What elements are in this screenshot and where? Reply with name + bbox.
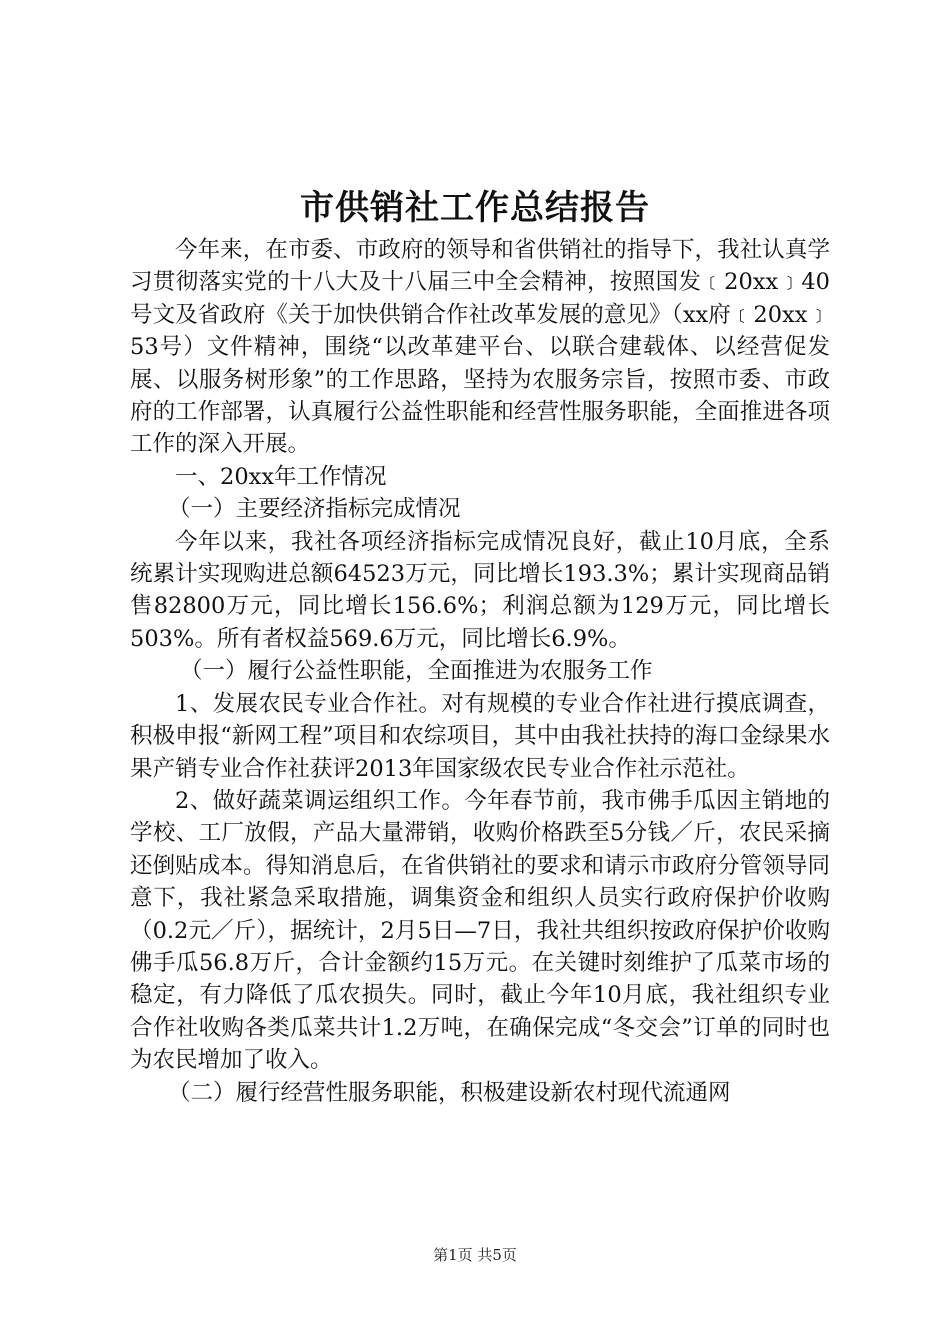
page-footer: 第1页 共5页 (433, 1246, 517, 1264)
subsection-heading: （二）履行经营性服务职能，积极建设新农村现代流通网 (168, 1079, 731, 1106)
subsection-heading: （一）主要经济指标完成情况 (168, 496, 461, 523)
paragraph-indicators: 今年以来，我社各项经济指标完成情况良好，截止10月底，全系统累计实现购进总额64523万元，同比增长193.3%；累计实现商品销售82800万元，同比增长156.6%；利润总额为129万元，同比增长503%。所有者权益569.6万元，同比增长6.9%。 (130, 528, 830, 652)
section-heading: 一、20xx年工作情况 (175, 463, 387, 490)
document-title: 市供销社工作总结报告 (300, 188, 650, 228)
document-body (130, 234, 830, 1109)
paragraph-item-2: 2、做好蔬菜调运组织工作。今年春节前，我市佛手瓜因主销地的学校、工厂放假，产品大量滞销，收购价格跌至5分钱／斤，农民采摘还倒贴成本。得知消息后，在省供销社的要求和请示市政府分管领导同意下，我社紧急采取措施，调集资金和组织人员实行政府保护价收购（0.2元／斤），据统计，2月5日—7日，我社共组织按政府保护价收购佛手瓜56.8万斤，合计金额约15万元。在关键时刻维护了瓜菜市场的稳定，有力降低了瓜农损失。同时，截止今年10月底，我社组织专业合作社收购各类瓜菜共计1.2万吨，在确保完成“冬交会”订单的同时也为农民增加了收入。 (130, 787, 830, 1074)
paragraph-intro: 今年来，在市委、市政府的领导和省供销社的指导下，我社认真学习贯彻落实党的十八大及十八届三中全会精神，按照国发﹝20xx﹞40号文及省政府《关于加快供销合作社改革发展的意见》（xx府﹝20xx﹞53号）文件精神，围绕“以改革建平台、以联合建载体、以经营促发展、以服务树形象”的工作思路，坚持为农服务宗旨，按照市委、市政府的工作部署，认真履行公益性职能和经营性服务职能，全面推进各项工作的深入开展。 (130, 237, 830, 458)
subsection-heading: （一）履行公益性职能，全面推进为农服务工作 (180, 658, 653, 685)
paragraph-item-1: 1、发展农民专业合作社。对有规模的专业合作社进行摸底调查，积极申报“新网工程”项目和农综项目，其中由我社扶持的海口金绿果水果产销专业合作社获评2013年国家级农民专业合作社示范社。 (130, 690, 830, 782)
